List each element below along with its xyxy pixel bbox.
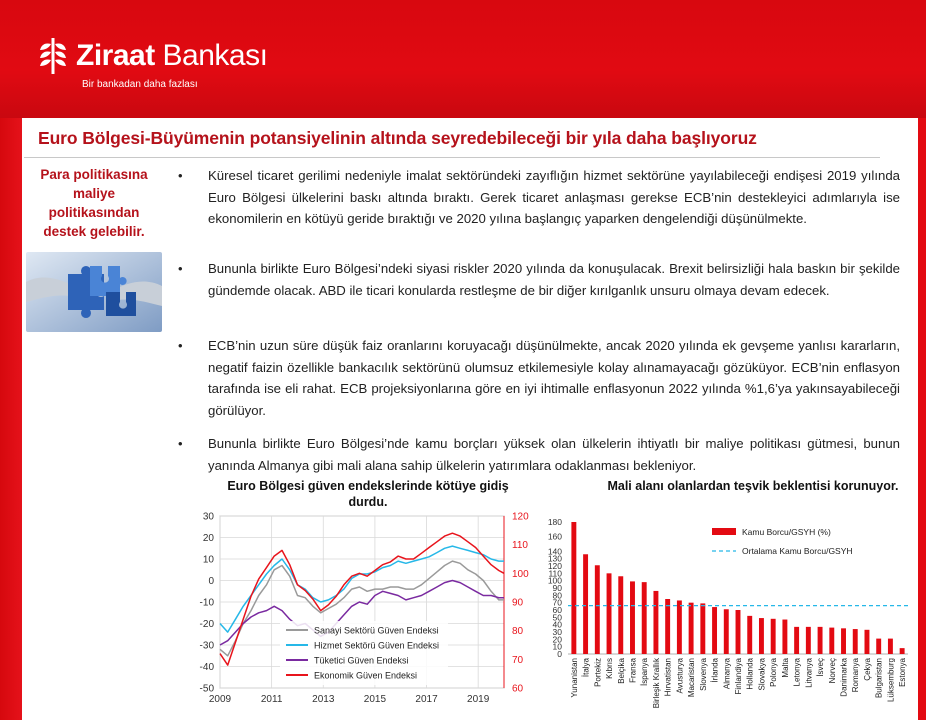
y-tick: 60 bbox=[552, 605, 562, 615]
category-label: İtalya bbox=[581, 658, 591, 678]
page-title: Euro Bölgesi-Büyümenin potansiyelinin altında seyredebileceği bir yıla daha başlıyoruz bbox=[38, 128, 757, 148]
brand-tagline: Bir bankadan daha fazlası bbox=[82, 79, 198, 90]
bar bbox=[712, 607, 717, 654]
legend-label: Sanayi Sektörü Güven Endeksi bbox=[314, 625, 439, 636]
y-tick-right: 110 bbox=[512, 540, 528, 552]
x-tick: 2019 bbox=[467, 694, 490, 705]
category-label: Macaristan bbox=[687, 658, 697, 698]
y-tick: 50 bbox=[552, 612, 562, 623]
category-label: Hırvatistan bbox=[663, 658, 673, 697]
y-tick: 80 bbox=[552, 590, 562, 601]
brand-logo[interactable] bbox=[38, 36, 267, 76]
y-tick-left: 10 bbox=[202, 554, 214, 566]
bar bbox=[806, 627, 811, 654]
y-tick-left: -50 bbox=[199, 683, 214, 695]
bar bbox=[595, 565, 600, 654]
legend-swatch bbox=[712, 528, 736, 535]
bar bbox=[876, 639, 881, 654]
y-tick-left: 20 bbox=[202, 533, 214, 544]
bullet-item: • ECB’nin uzun süre düşük faiz oranlarını koruyacağı düşünülmekte, ancak 2020 yılında ek gevşeme yanlısı kararların, negatif faizin özellikle bankacılık sektörünü olumsuz etkilemesiyle kolay alınamayacağı gözüküyor. ECB’nin enflasyon tarafında ise eli rahat. ECB projeksiyonlarına göre en iyi ihtimalle enflasyonun 2022 yılında %1,6’ya yakınsayabileceği görülüyor. bbox=[178, 335, 900, 421]
category-label: Finlandiya bbox=[734, 658, 743, 695]
y-tick-left: -20 bbox=[199, 619, 214, 630]
y-tick-left: -10 bbox=[199, 597, 214, 609]
bullet-item: • Küresel ticaret gerilimi nedeniyle imalat sektöründeki zayıflığın hizmet sektörüne yayılabileceği endişesi 2019 yılında Euro Bölgesi ülkelerini baskı altında bıraktı. Gerek ticaret anlaşması gerekse ECB’nin destekleyici adımlarıyla ise ekonomilerin en kötüyü geride bıraktığı ve 2020 yılına başlangıç yaparken dengelendiği düşünülmekte. bbox=[178, 165, 900, 230]
category-label: Hollanda bbox=[745, 658, 755, 690]
bullet-item: • Bununla birlikte Euro Bölgesi’nde kamu borçları yüksek olan ülkelerin ihtiyatlı bir maliye politikası gütmesi, bunun yanında Almanya gibi mali alana sahip ülkelerin yatırımlara odaklanması bekleniyor. bbox=[178, 433, 900, 476]
category-label: Belçika bbox=[616, 658, 626, 684]
line-chart-title: Euro Bölgesi güven endekslerinde kötüye gidiş durdu. bbox=[227, 479, 509, 509]
brand-name: Ziraat Bankası bbox=[76, 39, 268, 72]
category-label: Letonya bbox=[792, 658, 802, 687]
category-label: Bulgaristan bbox=[874, 658, 884, 699]
right-red-frame bbox=[918, 118, 926, 720]
category-label: Litvanya bbox=[804, 658, 814, 688]
bar bbox=[782, 620, 787, 654]
y-tick: 130 bbox=[547, 553, 562, 564]
title-divider bbox=[24, 157, 880, 158]
y-tick: 40 bbox=[552, 619, 562, 630]
confidence-line-chart bbox=[186, 508, 542, 714]
category-label: İsveç bbox=[816, 658, 826, 677]
y-tick: 10 bbox=[552, 641, 562, 652]
x-tick: 2015 bbox=[363, 694, 387, 705]
x-tick: 2009 bbox=[208, 694, 232, 705]
bar bbox=[677, 600, 682, 654]
y-tick: 90 bbox=[552, 583, 562, 593]
category-label: Estonya bbox=[898, 658, 908, 687]
bar-chart-title: Mali alanı olanlardan teşvik beklentisi korunuyor. bbox=[607, 479, 899, 493]
bar bbox=[700, 603, 705, 654]
x-tick: 2017 bbox=[415, 694, 438, 705]
bar bbox=[571, 522, 576, 654]
category-label: Avusturya bbox=[675, 658, 685, 694]
bar bbox=[630, 581, 635, 654]
category-label: Malta bbox=[780, 658, 790, 678]
y-tick-left: -30 bbox=[199, 640, 214, 652]
y-tick: 120 bbox=[547, 561, 562, 571]
category-label: Kıbrıs bbox=[605, 658, 614, 679]
bar bbox=[642, 582, 647, 654]
bar bbox=[736, 610, 741, 654]
wheat-logo-icon bbox=[38, 36, 68, 76]
bar bbox=[853, 629, 858, 654]
category-label: İspanya bbox=[640, 658, 650, 687]
y-tick-right: 80 bbox=[512, 626, 524, 638]
bar bbox=[583, 554, 588, 654]
bar bbox=[724, 609, 729, 654]
bar bbox=[759, 618, 764, 654]
y-tick-right: 120 bbox=[512, 511, 529, 523]
bar bbox=[888, 639, 893, 654]
category-label: Almanya bbox=[722, 658, 732, 690]
legend-label: Kamu Borcu/GSYH (%) bbox=[742, 527, 831, 537]
bar bbox=[689, 603, 694, 654]
sidebar-headline: Para politikasına maliye politikasından destek gelebilir. bbox=[40, 167, 148, 239]
y-tick: 70 bbox=[552, 597, 562, 608]
category-label: Lüksemburg bbox=[886, 658, 896, 703]
bar bbox=[665, 599, 670, 654]
debt-bar-chart bbox=[536, 514, 916, 720]
category-label: Çekya bbox=[863, 658, 872, 681]
category-label: Slovakya bbox=[757, 658, 767, 691]
y-tick: 20 bbox=[552, 634, 562, 645]
bar bbox=[607, 573, 612, 654]
y-tick: 160 bbox=[547, 531, 562, 542]
bullet-item: • Bununla birlikte Euro Bölgesi’ndeki siyasi riskler 2020 yılında da konuşulacak. Brexit belirsizliği hala baskın bir şekilde gündemde olacak. ABD ile ticari konularda restleşme de bir diğer kırılganlık unsuru olmaya devam edecek. bbox=[178, 258, 900, 301]
bar bbox=[794, 627, 799, 654]
y-tick: 0 bbox=[557, 649, 562, 659]
category-label: Norveç bbox=[827, 658, 837, 684]
x-tick: 2013 bbox=[312, 694, 335, 705]
y-tick-left: 30 bbox=[202, 511, 214, 523]
bar bbox=[865, 630, 870, 654]
bar bbox=[841, 628, 846, 654]
y-tick: 140 bbox=[547, 546, 562, 557]
y-tick-right: 90 bbox=[512, 597, 524, 609]
y-tick-left: -40 bbox=[199, 662, 214, 673]
category-label: Slovenya bbox=[698, 658, 708, 691]
left-red-frame bbox=[0, 118, 22, 720]
category-label: Portekiz bbox=[593, 658, 603, 687]
legend-label: Ekonomik Güven Endeksi bbox=[314, 670, 418, 681]
category-label: Yunanistan bbox=[569, 658, 579, 698]
bar bbox=[771, 619, 776, 654]
category-label: Birleşik Krallık bbox=[651, 658, 661, 709]
y-tick-right: 60 bbox=[512, 683, 524, 695]
legend-label: Hizmet Sektörü Güven Endeksi bbox=[314, 640, 440, 651]
bar bbox=[829, 628, 834, 654]
bar bbox=[747, 616, 752, 654]
puzzle-image bbox=[26, 252, 162, 332]
y-tick: 180 bbox=[547, 517, 562, 527]
bar bbox=[818, 627, 823, 654]
bar bbox=[618, 576, 623, 654]
y-tick: 30 bbox=[552, 627, 562, 637]
category-label: Polonya bbox=[769, 658, 779, 687]
legend-label: Ortalama Kamu Borcu/GSYH bbox=[742, 546, 853, 556]
category-label: Romanya bbox=[851, 658, 861, 693]
y-tick-right: 100 bbox=[512, 568, 529, 580]
y-tick-right: 70 bbox=[512, 654, 524, 666]
y-tick-left: 0 bbox=[208, 576, 214, 587]
category-label: Danimarka bbox=[839, 658, 849, 697]
y-tick: 100 bbox=[547, 575, 562, 586]
category-label: İrlanda bbox=[710, 658, 720, 683]
bar bbox=[653, 591, 658, 654]
y-tick: 110 bbox=[548, 568, 562, 579]
x-tick: 2011 bbox=[260, 694, 283, 705]
legend-label: Tüketici Güven Endeksi bbox=[314, 655, 409, 666]
bar bbox=[900, 648, 905, 654]
category-label: Fransa bbox=[628, 658, 638, 683]
